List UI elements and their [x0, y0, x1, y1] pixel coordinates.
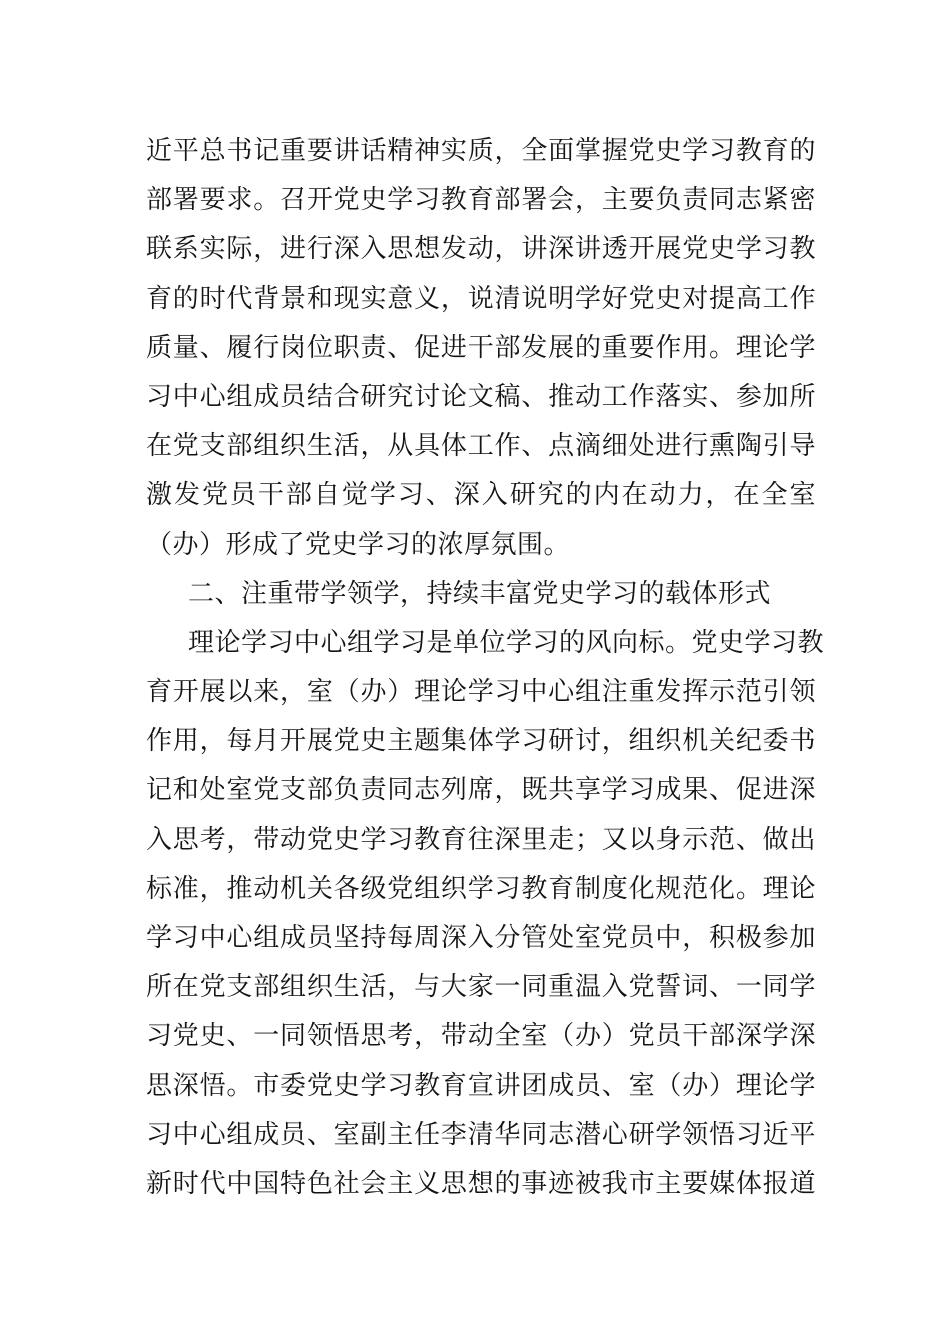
text-line: 习党史、一同领悟思考，带动全室（办）党员干部深学深 — [146, 1021, 816, 1052]
text-line: 作用，每月开展党史主题集体学习研讨，组织机关纪委书 — [146, 726, 816, 757]
text-line: 育开展以来，室（办）理论学习中心组注重发挥示范引领 — [146, 677, 816, 708]
text-line: 联系实际，进行深入思想发动，讲深讲透开展党史学习教 — [146, 234, 816, 265]
text-line: 部署要求。召开党史学习教育部署会，主要负责同志紧密 — [146, 185, 816, 216]
text-line: 记和处室党支部负责同志列席，既共享学习成果、促进深 — [146, 775, 816, 806]
body-text — [146, 127, 825, 1209]
text-line: 思深悟。市委党史学习教育宣讲团成员、室（办）理论学 — [146, 1070, 816, 1101]
text-line: 习中心组成员结合研究讨论文稿、推动工作落实、参加所 — [146, 381, 816, 412]
text-line: 在党支部组织生活，从具体工作、点滴细处进行熏陶引导 — [146, 431, 816, 462]
text-line: 所在党支部组织生活，与大家一同重温入党誓词、一同学 — [146, 972, 816, 1003]
section-heading: 二、注重带学领学，持续丰富党史学习的载体形式 — [188, 578, 772, 609]
text-line: 标准，推动机关各级党组织学习教育制度化规范化。理论 — [146, 873, 816, 904]
text-line: 入思考，带动党史学习教育往深里走；又以身示范、做出 — [146, 824, 816, 855]
text-line: 学习中心组成员坚持每周深入分管处室党员中，积极参加 — [146, 923, 816, 953]
paragraph-end-line: （办）形成了党史学习的浓厚氛围。 — [146, 529, 571, 560]
text-line: 新时代中国特色社会主义思想的事迹被我市主要媒体报道 — [146, 1168, 816, 1199]
paragraph-first-line: 理论学习中心组学习是单位学习的风向标。党史学习教 — [188, 627, 825, 658]
text-line: 育的时代背景和现实意义，说清说明学好党史对提高工作 — [146, 283, 816, 314]
text-line: 习中心组成员、室副主任李清华同志潜心研学领悟习近平 — [146, 1119, 816, 1150]
text-line: 激发党员干部自觉学习、深入研究的内在动力，在全室 — [146, 480, 816, 511]
text-line: 近平总书记重要讲话精神实质，全面掌握党史学习教育的 — [146, 136, 816, 166]
text-line: 质量、履行岗位职责、促进干部发展的重要作用。理论学 — [146, 332, 816, 363]
